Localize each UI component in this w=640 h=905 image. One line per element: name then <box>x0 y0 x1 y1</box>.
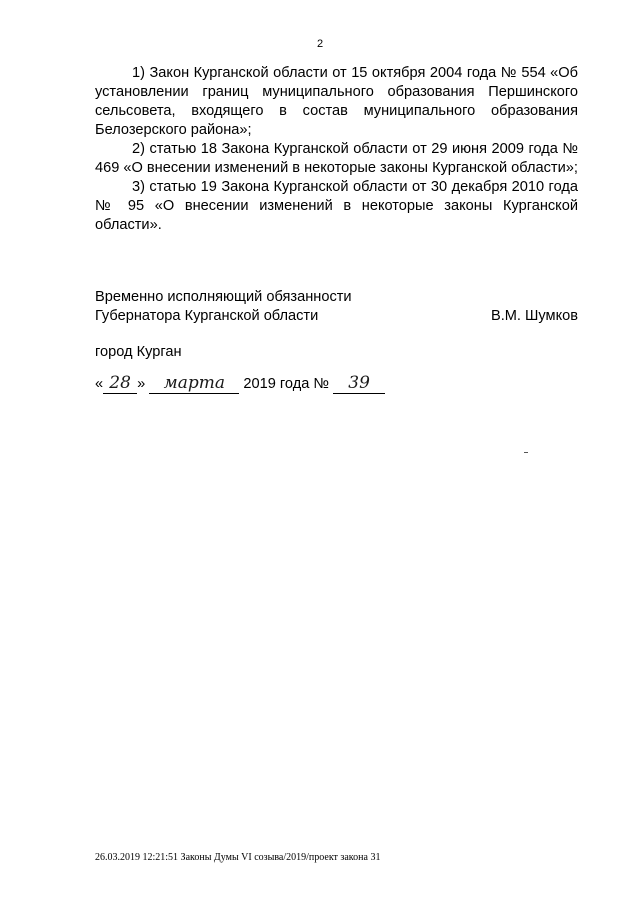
date-year-text: 2019 года № <box>243 376 330 392</box>
document-body <box>95 64 578 235</box>
handwritten-month: марта <box>163 373 225 393</box>
date-month-field <box>149 374 239 394</box>
paragraph-1: 1) Закон Курганской области от 15 октября 2004 года № 554 «Об установлении границ муниципального образования Першинского сельсовета, входящего в состав муниципального образования Белозерского района»; <box>95 65 578 138</box>
city-label: город Курган <box>95 344 182 360</box>
signatory-position-line1: Временно исполняющий обязанности <box>95 289 352 305</box>
paragraph-2: 2) статью 18 Закона Курганской области от 29 июня 2009 года № 469 «О внесении изменений в некоторые законы Курганской области»; <box>95 141 578 176</box>
date-line <box>95 373 385 395</box>
signature-block <box>95 288 578 326</box>
signatory-position-line2: Губернатора Курганской области <box>95 308 319 324</box>
law-number-field <box>333 374 385 394</box>
footer-filepath: 26.03.2019 12:21:51 Законы Думы VI созыва/2019/проект закона 31 <box>95 852 381 863</box>
page-number: 2 <box>316 38 324 50</box>
handwritten-law-number: 39 <box>348 373 370 393</box>
paragraph-3: 3) статью 19 Закона Курганской области от 30 декабря 2010 года № 95 «О внесении изменений в некоторые законы Курганской области». <box>95 179 578 233</box>
date-open-quote: « <box>95 376 104 392</box>
date-day-field <box>103 374 137 394</box>
signatory-name: В.М. Шумков <box>490 308 578 324</box>
signature-line <box>95 307 578 326</box>
stray-mark <box>524 452 528 453</box>
handwritten-day: 28 <box>109 373 131 393</box>
date-close-quote: » <box>137 376 146 392</box>
